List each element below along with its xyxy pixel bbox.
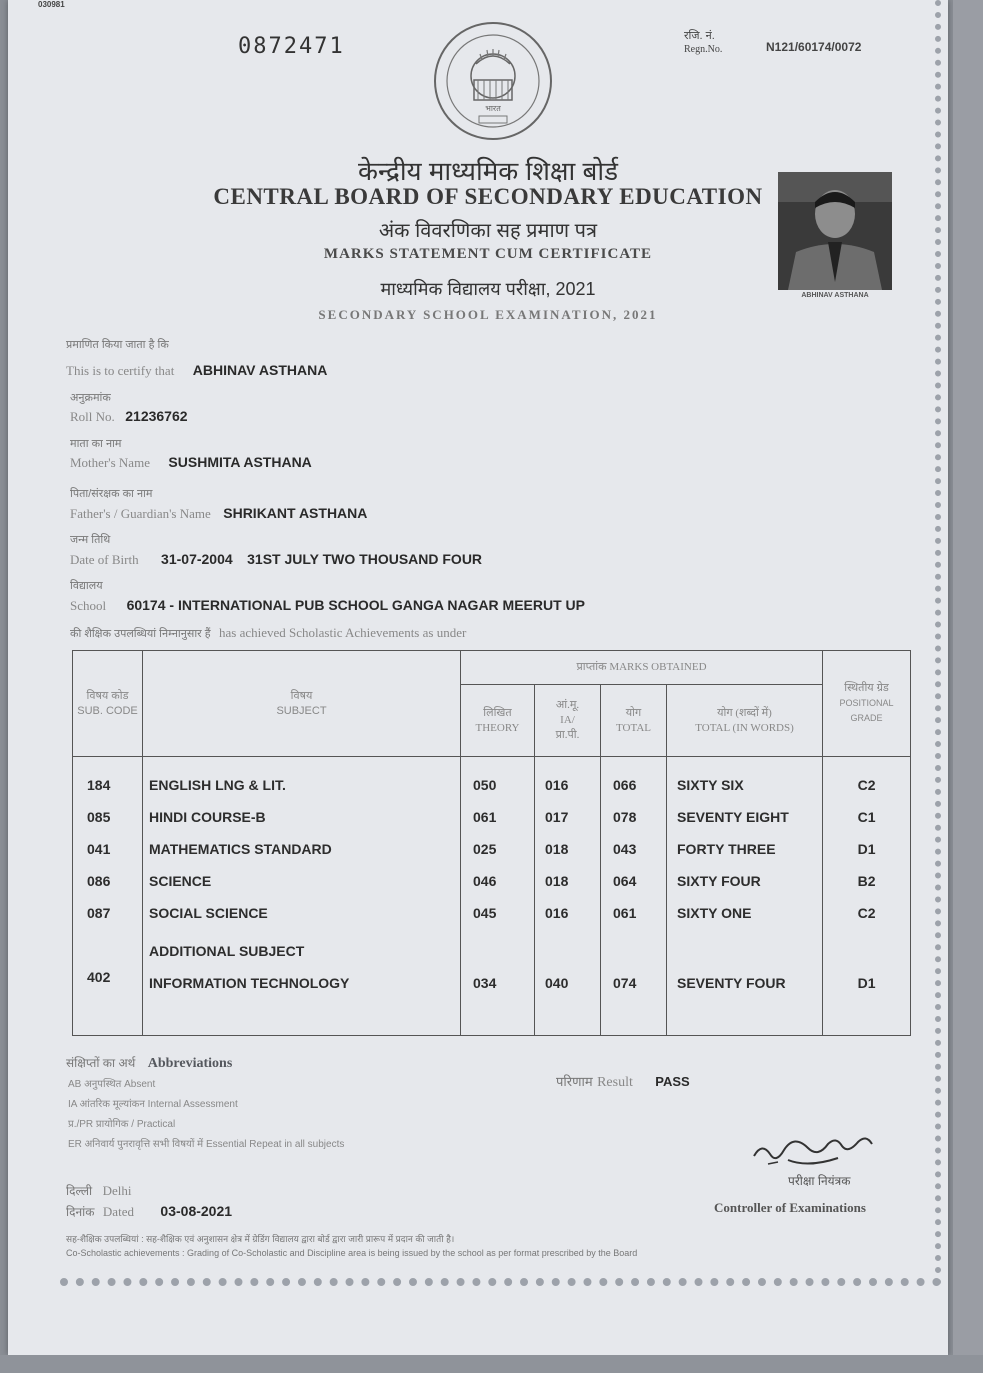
table-row: ENGLISH LNG & LIT. (149, 777, 286, 793)
certify-label: This is to certify that (66, 363, 175, 378)
dated-label: Dated (102, 1204, 134, 1219)
title-hindi: केन्द्रीय माध्यमिक शिक्षा बोर्ड (358, 156, 618, 186)
doc-type-hindi: अंक विवरणिका सह प्रमाण पत्र (378, 220, 598, 242)
abbr-title-hi: संक्षिप्तों का अर्थ (66, 1056, 136, 1070)
mother-label: Mother's Name (70, 455, 150, 470)
additional-subject-heading: ADDITIONAL SUBJECT (149, 943, 305, 959)
marks-table (72, 650, 911, 1036)
place-label-hi: दिल्ली (66, 1184, 93, 1198)
header-ia-pr: आं.मू. IA/ प्रा.पी. (535, 685, 601, 757)
school-label-hi: विद्यालय (70, 580, 103, 592)
table-row: HINDI COURSE-B (149, 809, 266, 825)
roll-label-hi: अनुक्रमांक (70, 392, 111, 404)
table-row: INFORMATION TECHNOLOGY (149, 975, 350, 991)
seal-bottom-text: भारत (485, 104, 501, 113)
achieved-label-hi: की शैक्षिक उपलब्धियां निम्नानुसार हैं (70, 628, 211, 640)
header-sub-code: विषय कोड SUB. CODE (73, 651, 143, 757)
father-label: Father's / Guardian's Name (70, 506, 211, 521)
background-wall (953, 0, 983, 1373)
achieved-label: has achieved Scholastic Achievements as under (219, 625, 467, 640)
title-english: CENTRAL BOARD OF SECONDARY EDUCATION (213, 184, 763, 209)
issue-date: 03-08-2021 (160, 1203, 233, 1219)
subject-column (143, 757, 461, 1036)
photo-caption: ABHINAV ASTHANA (801, 292, 869, 299)
theory-column: 050 061 025 046 045 034 (461, 757, 535, 1036)
regn-number: N121/60174/0072 (766, 40, 862, 54)
father-label-hi: पिता/संरक्षक का नाम (70, 488, 153, 500)
school-label: School (70, 598, 107, 613)
place-label: Delhi (102, 1183, 132, 1198)
regn-label-hi: रजि. नं. (684, 30, 715, 42)
cbse-seal-icon (432, 20, 554, 142)
dob-value: 31-07-2004 (161, 551, 233, 567)
header-total-words: योग (शब्दों में) TOTAL (IN WORDS) (667, 685, 823, 757)
header-marks-obtained: प्राप्तांक MARKS OBTAINED (461, 651, 823, 685)
student-name: ABHINAV ASTHANA (192, 362, 328, 378)
total-column: 066 078 043 064 061 074 (601, 757, 667, 1036)
abbr-title: Abbreviations (147, 1056, 233, 1071)
ia-column: 016 017 018 018 016 040 (535, 757, 601, 1036)
result-label: Result (597, 1075, 633, 1090)
certify-label-hi: प्रमाणित किया जाता है कि (66, 339, 169, 351)
table-row: MATHEMATICS STANDARD (149, 841, 332, 857)
regn-label: Regn.No. (684, 44, 723, 55)
words-column: SIXTY SIX SEVENTY EIGHT FORTY THREE SIXTY FOUR SIXTY ONE SEVENTY FOUR (667, 757, 823, 1036)
footnote-en: Co-Scholastic achievements : Grading of Co-Scholastic and Discipline area is being issued by the school as per format prescribed by the Board (66, 1248, 638, 1258)
top-code: 030981 (38, 0, 65, 9)
code-column: 184 085 041 086 087 402 (73, 757, 143, 1036)
school-name: 60174 - INTERNATIONAL PUB SCHOOL GANGA NAGAR MEERUT UP (126, 597, 585, 613)
mother-label-hi: माता का नाम (70, 438, 122, 450)
result-value: PASS (655, 1074, 690, 1089)
doc-type-english: MARKS STATEMENT CUM CERTIFICATE (323, 246, 653, 262)
exam-english: SECONDARY SCHOOL EXAMINATION, 2021 (318, 307, 658, 322)
abbr-line: प्र./PR प्रायोगिक / Practical (68, 1119, 176, 1130)
header-total: योग TOTAL (601, 685, 667, 757)
header-positional-grade: स्थितीय ग्रेड POSITIONAL GRADE (823, 651, 911, 757)
exam-hindi: माध्यमिक विद्यालय परीक्षा, 2021 (380, 279, 596, 299)
header-theory: लिखित THEORY (461, 685, 535, 757)
table-row: SCIENCE (149, 873, 212, 889)
abbr-line: ER अनिवार्य पुनरावृत्ति सभी विषयों में Essential Repeat in all subjects (68, 1139, 345, 1150)
result-label-hi: परिणाम (556, 1074, 593, 1089)
certificate-sheet (8, 0, 948, 1355)
signature-icon (748, 1124, 898, 1174)
abbr-line: IA आंतरिक मूल्यांकन Internal Assessment (68, 1099, 238, 1110)
serial-number: 0872471 (238, 34, 345, 59)
grade-column: C2 C1 D1 B2 C2 D1 (823, 757, 911, 1036)
footnote-hi: सह-शैक्षिक उपलब्धियां : सह-शैक्षिक एवं अनुशासन क्षेत्र में ग्रेडिंग विद्यालय द्वारा बोर्ड द्वारा जारी प्रारूप में प्रदान की जाती है। (66, 1234, 455, 1244)
roll-label: Roll No. (70, 409, 115, 424)
controller-label-hi: परीक्षा नियंत्रक (788, 1174, 851, 1188)
header-subject: विषय SUBJECT (143, 651, 461, 757)
controller-label: Controller of Examinations (714, 1200, 866, 1215)
abbr-line: AB अनुपस्थित Absent (68, 1079, 156, 1090)
table-row: SOCIAL SCIENCE (149, 905, 268, 921)
mother-name: SUSHMITA ASTHANA (168, 454, 312, 470)
dob-label-hi: जन्म तिथि (70, 534, 111, 546)
roll-number: 21236762 (125, 408, 188, 424)
student-photo (778, 172, 892, 290)
background-surface (0, 1355, 983, 1373)
dob-label: Date of Birth (70, 552, 139, 567)
dated-label-hi: दिनांक (66, 1205, 95, 1219)
father-name: SHRIKANT ASTHANA (223, 505, 368, 521)
dob-in-words: 31ST JULY TWO THOUSAND FOUR (247, 551, 483, 567)
